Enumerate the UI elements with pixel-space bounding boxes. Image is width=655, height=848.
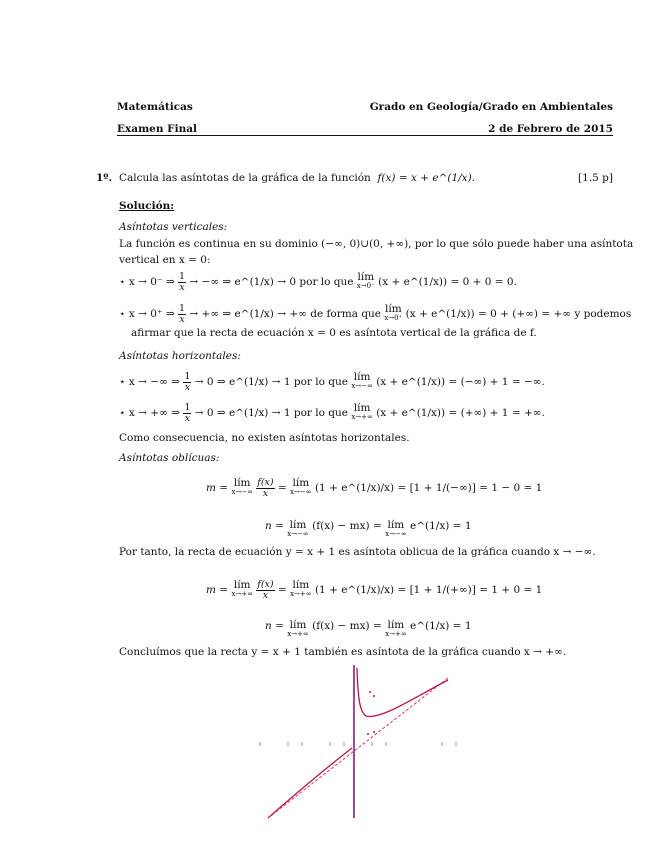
header-date: 2 de Febrero de 2015 — [488, 123, 613, 135]
header-exam: Examen Final — [117, 123, 198, 135]
vertical-case-1: ⋆ x → 0⁻ ⇒ $\frac{1}{x}$ → −∞ ⇒ e^(1/x) → 0 por lo que lím x→0⁻ (x + e^(1/x)) = 0 + 0 = 0. — [119, 271, 517, 293]
curve-left-branch — [268, 748, 352, 818]
horizontal-case-2: ⋆ x → +∞ ⇒ $\frac{1}{x}$ → 0 ⇒ e^(1/x) → 1 por lo que lím x→+∞ (x + e^(1/x)) = (+∞) + 1 = +∞. — [119, 402, 545, 424]
function-graph — [250, 660, 490, 820]
problem-points: [1.5 p] — [578, 172, 613, 184]
header-degree: Grado en Geología/Grado en Ambientales — [369, 101, 613, 113]
vertical-heading: Asíntotas verticales: — [119, 221, 228, 233]
oblique-conclusion-minus: Por tanto, la recta de ecuación y = x + 1 es asíntota oblicua de la gráfica cuando x → −∞. — [119, 546, 596, 558]
problem-statement: Calcula las asíntotas de la gráfica de la función f(x) = x + e^(1/x). — [119, 172, 476, 184]
vertical-case-2-cont: afirmar que la recta de ecuación x = 0 es asíntota vertical de la gráfica de f. — [131, 327, 537, 339]
oblique-n-plus: n = lím x→+∞ (f(x) − mx) = lím x→+∞ e^(1/x) = 1 — [265, 619, 472, 638]
solution-title: Solución: — [119, 200, 175, 212]
horizontal-conclusion: Como consecuencia, no existen asíntotas horizontales. — [119, 432, 410, 444]
problem-number: 1º. — [96, 172, 113, 184]
vertical-intro-2: vertical en x = 0: — [119, 254, 211, 266]
oblique-heading: Asíntotas oblícuas: — [119, 452, 220, 464]
vertical-case-2: ⋆ x → 0⁺ ⇒ $\frac{1}{x}$ → +∞ ⇒ e^(1/x) → +∞ de forma que lím x→0⁺ (x + e^(1/x)) = 0 + (+∞) = +∞ y podemos — [119, 303, 632, 325]
x-axis-ticks — [260, 742, 456, 746]
horizontal-heading: Asíntotas horizontales: — [119, 350, 241, 362]
horizontal-case-1: ⋆ x → −∞ ⇒ $\frac{1}{x}$ → 0 ⇒ e^(1/x) → 1 por lo que lím x→−∞ (x + e^(1/x)) = (−∞) + 1 = −∞. — [119, 371, 545, 393]
oblique-asymptote — [268, 678, 448, 818]
oblique-m-minus: m = lím x→−∞ $\frac{f(x)}{x}$ = lím x→−∞ (1 + e^(1/x)/x) = [1 + 1/(−∞)] = 1 − 0 = 1 — [206, 477, 543, 499]
oblique-conclusion-plus: Concluímos que la recta y = x + 1 también es asíntota de la gráfica cuando x → +∞. — [119, 646, 567, 658]
oblique-m-plus: m = lím x→+∞ $\frac{f(x)}{x}$ = lím x→+∞ (1 + e^(1/x)/x) = [1 + 1/(+∞)] = 1 + 0 = 1 — [206, 579, 543, 601]
oblique-n-minus: n = lím x→−∞ (f(x) − mx) = lím x→−∞ e^(1/x) = 1 — [265, 519, 472, 538]
curve-markers — [367, 691, 375, 735]
header-rule — [117, 135, 613, 136]
vertical-intro-1: La función es continua en su dominio (−∞, 0)∪(0, +∞), por lo que sólo puede haber una asíntota — [119, 238, 634, 250]
header-subject: Matemáticas — [117, 101, 193, 113]
